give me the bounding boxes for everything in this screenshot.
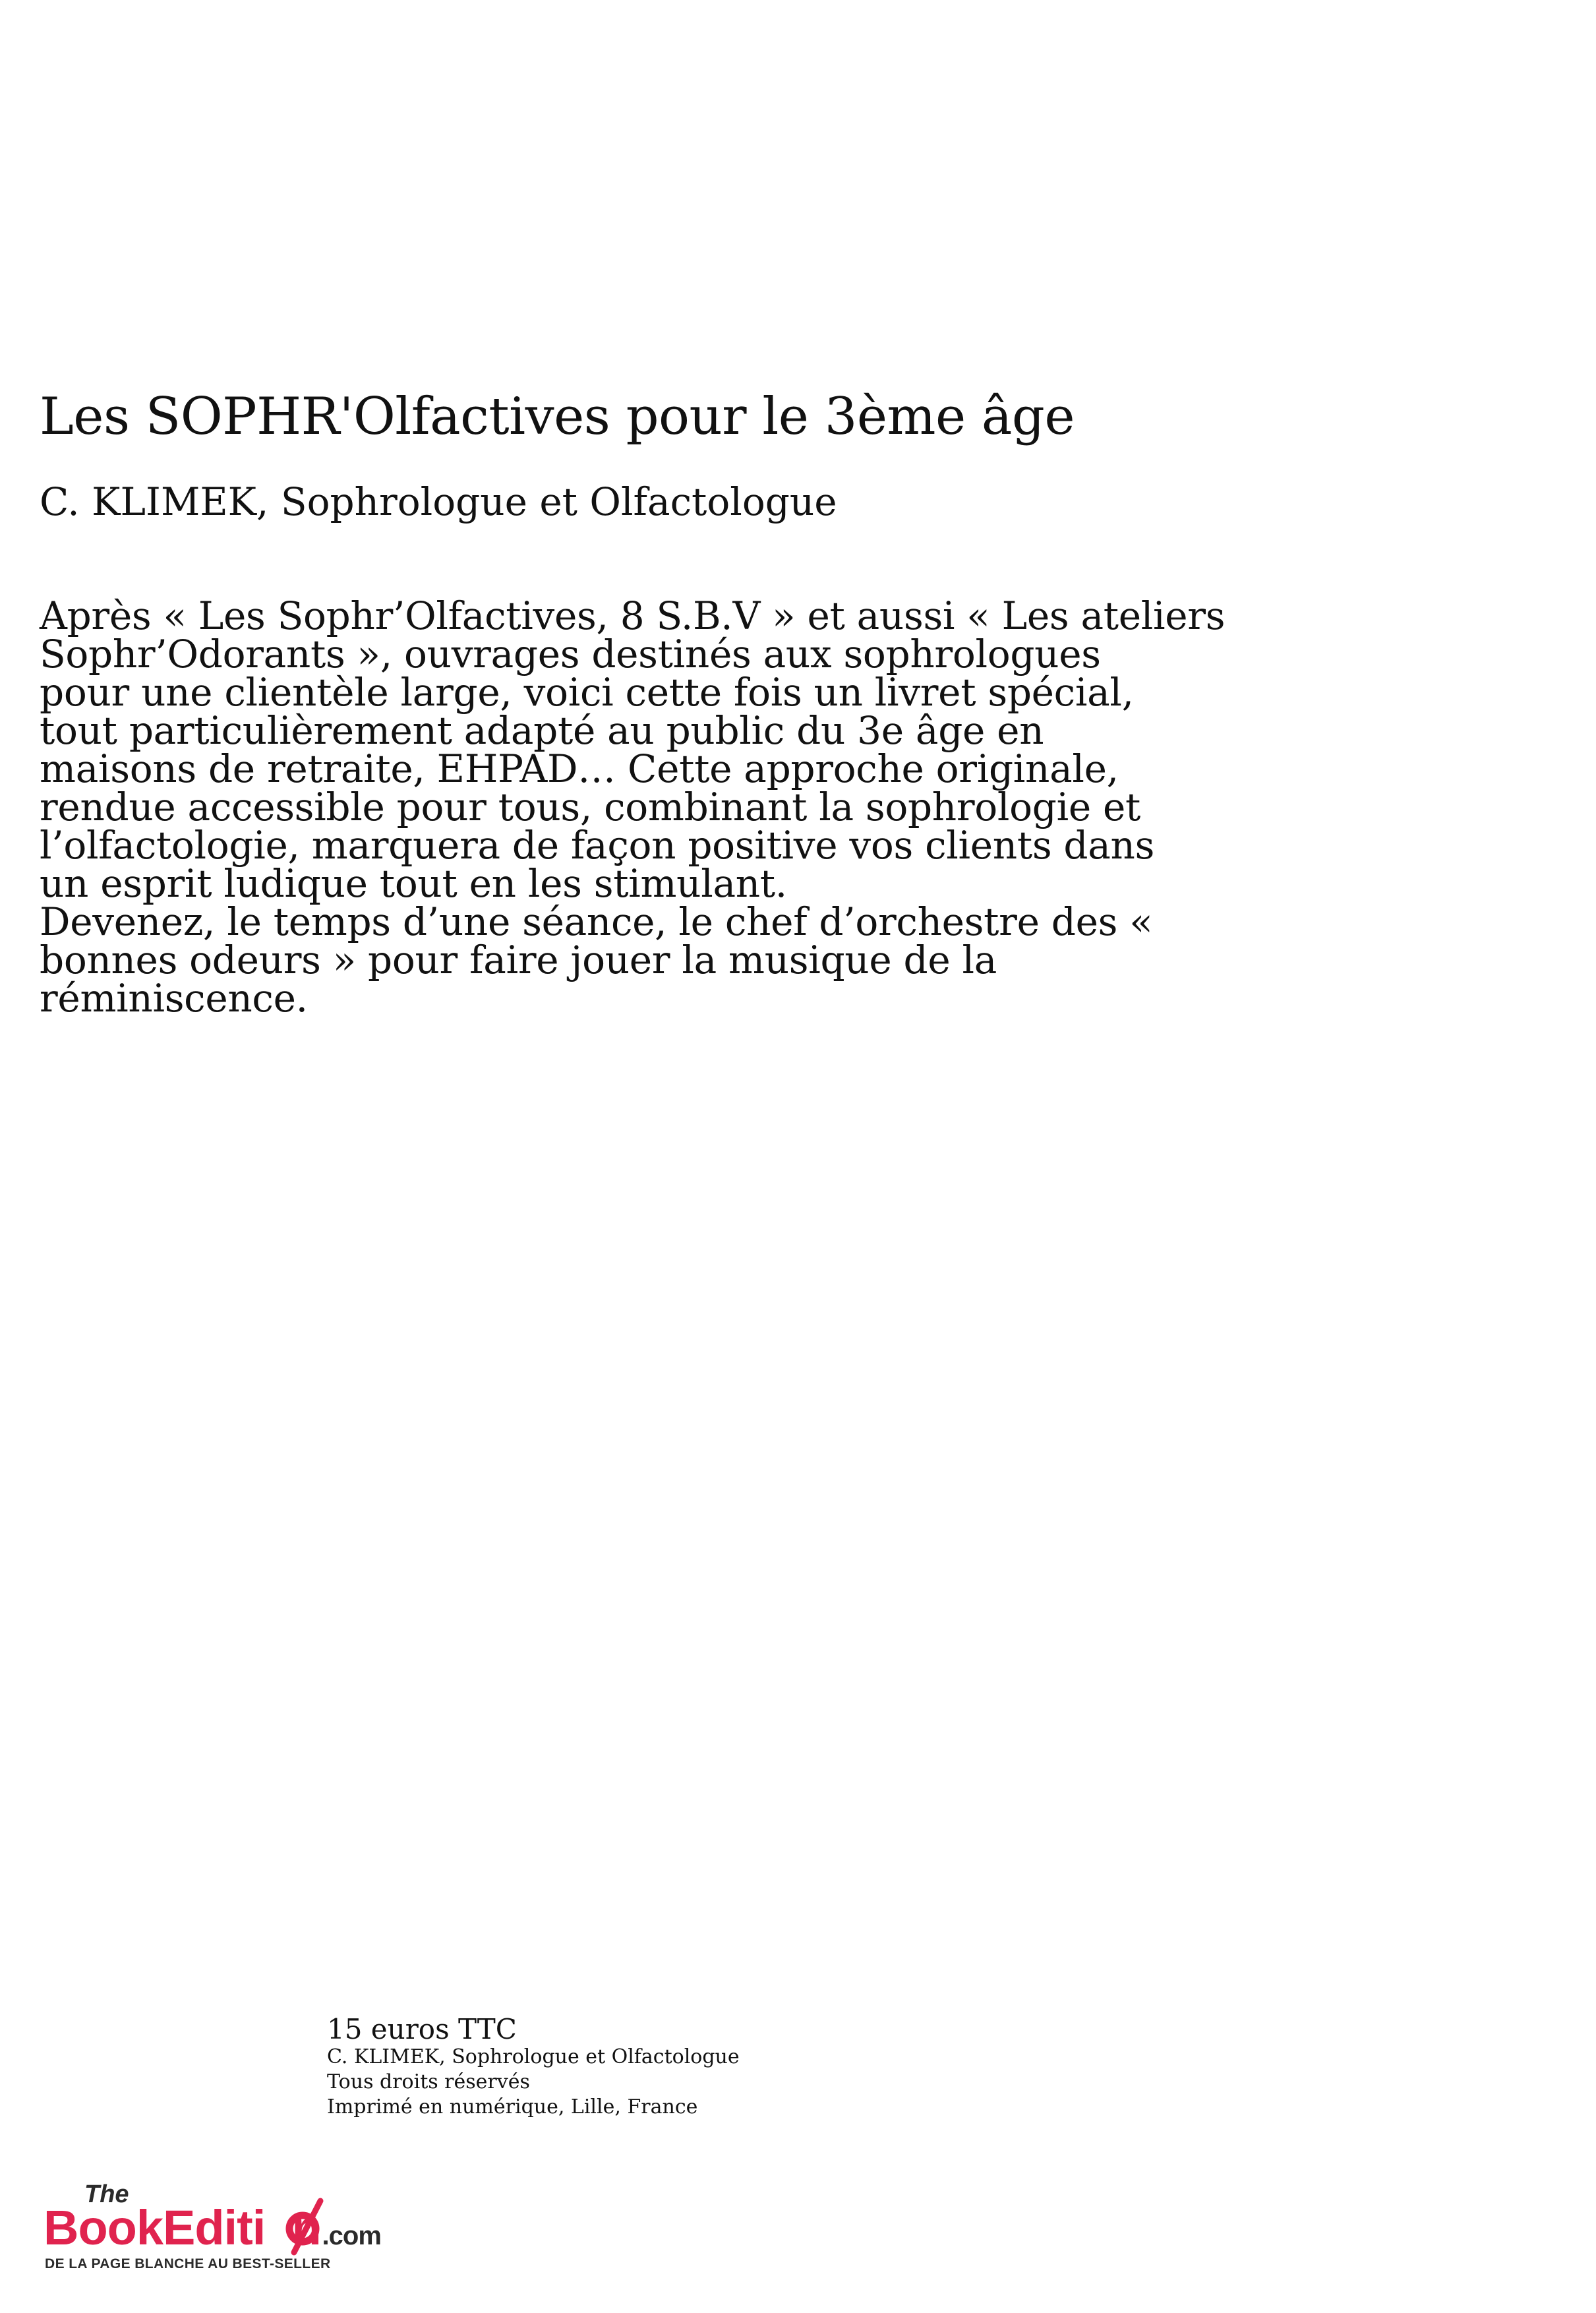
print-location: Imprimé en numérique, Lille, France xyxy=(327,2095,698,2118)
imprint-block xyxy=(327,2014,740,2120)
blurb-line: maisons de retraite, EHPAD… Cette approche originale, xyxy=(40,746,1119,791)
blurb-line: bonnes odeurs » pour faire jouer la musique de la xyxy=(40,938,997,982)
imprint-author: C. KLIMEK, Sophrologue et Olfactologue xyxy=(327,2045,740,2068)
blurb-line: réminiscence. xyxy=(40,976,308,1021)
blurb-line: Après « Les Sophr’Olfactives, 8 S.B.V » et aussi « Les ateliers xyxy=(40,593,1226,638)
publisher-logo xyxy=(44,2176,452,2275)
blurb-line: rendue accessible pour tous, combinant la sophrologie et xyxy=(40,785,1141,829)
blurb-line: un esprit ludique tout en les stimulant. xyxy=(40,861,787,906)
logo-the-text: The xyxy=(84,2180,129,2208)
price-label: 15 euros TTC xyxy=(327,2013,517,2045)
logo-tagline: DE LA PAGE BLANCHE AU BEST-SELLER xyxy=(45,2256,331,2271)
logo-brand-text: BookEditi n.com xyxy=(44,2200,381,2255)
book-author: C. KLIMEK, Sophrologue et Olfactologue xyxy=(40,479,837,524)
blurb-line: pour une clientèle large, voici cette fois un livret spécial, xyxy=(40,670,1134,715)
blurb-line: Sophr’Odorants », ouvrages destinés aux sophrologues xyxy=(40,632,1101,676)
blurb-line: tout particulièrement adapté au public du 3e âge en xyxy=(40,708,1044,753)
rights-notice: Tous droits réservés xyxy=(327,2070,530,2093)
blurb-line: Devenez, le temps d’une séance, le chef d’orchestre des « xyxy=(40,899,1153,944)
book-title: Les SOPHR'Olfactives pour le 3ème âge xyxy=(40,387,1075,446)
blurb-line: l’olfactologie, marquera de façon positive vos clients dans xyxy=(40,823,1155,868)
book-blurb xyxy=(40,593,1226,1021)
